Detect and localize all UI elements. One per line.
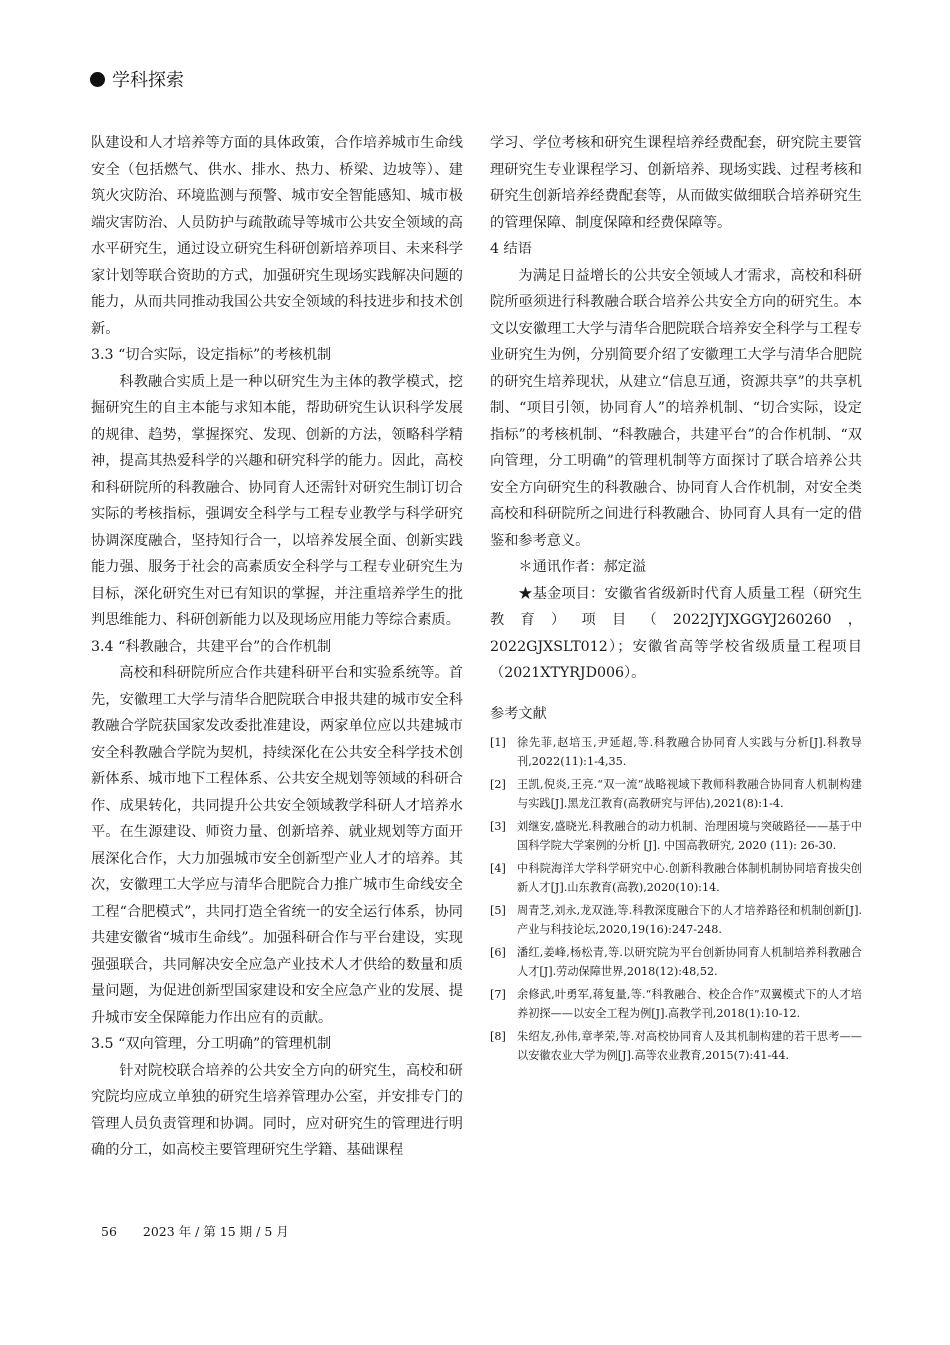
reference-number: [1]: [490, 735, 506, 749]
reference-text: 余修武,叶勇军,蒋复量,等.“科教融合、校企合作”双翼模式下的人才培养初探——以安全工程为例[J].高教学刊,2018(1):10-12.: [517, 987, 862, 1020]
reference-number: [8]: [490, 1029, 506, 1043]
paragraph-intro: 队建设和人才培养等方面的具体政策，合作培养城市生命线安全（包括燃气、供水、排水、热力、桥梁、边坡等）、建筑火灾防治、环境监测与预警、城市安全智能感知、城市极端灾害防治、人员防护与疏散疏导等城市公共安全领域的高水平研究生，通过设立研究生科研创新培养项目、未来科学家计划等联合资助的方式，加强研究生现场实践解决问题的能力，从而共同推动我国公共安全领域的科技进步和技术创新。: [91, 135, 463, 337]
reference-text: 刘继安,盛晓光.科教融合的动力机制、治理困境与突破路径——基于中国科学院大学案例的分析 [J]. 中国高教研究, 2020 (11): 26-30.: [517, 819, 862, 852]
page-number: 56: [101, 1224, 117, 1239]
fund-note: ★基金项目：安徽省省级新时代育人质量工程（研究生教育）项目（2022JYJXGGYJ260260，2022GJXSLT012）；安徽省高等学校省级质量工程项目（2021XTYRJD006）。: [490, 585, 862, 681]
heading-3-5: 3.5 “双向管理，分工明确”的管理机制: [91, 1036, 332, 1052]
reference-number: [7]: [490, 987, 506, 1001]
reference-number: [3]: [490, 819, 506, 833]
reference-item: [490, 943, 862, 982]
reference-number: [6]: [490, 945, 506, 959]
reference-text: 潘红,姜峰,杨松青,等.以研究院为平台创新协同育人机制培养科教融合人才[J].劳动保障世界,2018(12):48,52.: [517, 945, 862, 978]
heading-3-3: 3.3 “切合实际，设定指标”的考核机制: [91, 347, 332, 363]
paragraph-3-4: 高校和科研院所应合作共建科研平台和实验系统等。首先，安徽理工大学与清华合肥院联合申报共建的城市安全科教融合学院获国家发改委批准建设，两家单位应以共建城市安全科教融合学院为契机，持续深化在公共安全科学技术创新体系、城市地下工程体系、公共安全规划等领域的科研合作、成果转化，共同提升公共安全领域教学科研人才培养水平。在生源建设、师资力量、创新培养、就业规划等方面开展深化合作，大力加强城市安全创新型产业人才的培养。其次，安徽理工大学应与清华合肥院合力推广城市生命线安全工程“合肥模式”，共同打造全省统一的安全运行体系，协同共建安徽省“城市生命线”。加强科研合作与平台建设，实现强强联合，共同解决安全应急产业技术人才供给的数量和质量问题，为促进创新型国家建设和安全应急产业的发展、提升城市安全保障能力作出应有的贡献。: [91, 665, 463, 1026]
references-title: 参考文献: [490, 705, 547, 722]
reference-text: 朱绍友,孙伟,章孝荣,等.对高校协同育人及其机制构建的若干思考——以安徽农业大学为例[J].高等农业教育,2015(7):41-44.: [517, 1029, 862, 1062]
page-header: [90, 66, 184, 92]
reference-item: [490, 817, 862, 856]
corresponding-author: ＊通讯作者：郝定溢: [518, 559, 647, 575]
reference-item: [490, 1027, 862, 1066]
reference-text: 周青芝,刘永,龙双涟,等.科教深度融合下的人才培养路径和机制创新[J].产业与科技论坛,2020,19(16):247-248.: [517, 903, 862, 936]
reference-number: [2]: [490, 777, 506, 791]
reference-text: 徐先菲,赵培玉,尹延超,等.科教融合协同育人实践与分析[J].科教导刊,2022(11):1-4,35.: [517, 735, 862, 768]
bullet-dot-icon: [90, 72, 105, 87]
section-name: 学科探索: [112, 70, 184, 91]
reference-list: [490, 733, 862, 1066]
reference-text: 王凯,倪炎,王亮.“双一流”战略视域下教师科教融合协同育人机制构建与实践[J].黑龙江教育(高教研究与评估),2021(8):1-4.: [517, 777, 862, 810]
reference-item: [490, 775, 862, 814]
reference-item: [490, 733, 862, 772]
issue-info: 2023 年 / 第 15 期 / 5 月: [142, 1224, 289, 1239]
page-footer: [101, 1222, 289, 1240]
left-column: [91, 130, 463, 1164]
paragraph-3-3: 科教融合实质上是一种以研究生为主体的教学模式，挖掘研究生的自主本能与求知本能，帮助研究生认识科学发展的规律、趋势，掌握探究、发现、创新的方法，领略科学精神，提高其热爱科学的兴趣和研究科学的能力。因此，高校和科研院所的科教融合、协同育人还需针对研究生制订切合实际的考核指标，强调安全科学与工程专业教学与科学研究协调深度融合，坚持知行合一，以培养发展全面、创新实践能力强、服务于社会的高素质安全科学与工程专业研究生为目标，深化研究生对已有知识的掌握，并注重培养学生的批判思维能力、科研创新能力以及现场应用能力等综合素质。: [91, 373, 463, 628]
reference-number: [4]: [490, 861, 506, 875]
reference-text: 中科院海洋大学科学研究中心.创新科教融合体制机制协同培育拔尖创新人才[J].山东教育(高教),2020(10):14.: [517, 861, 862, 894]
paragraph-conclusion: 为满足日益增长的公共安全领域人才需求，高校和科研院所亟须进行科教融合联合培养公共安全方向的研究生。本文以安徽理工大学与清华合肥院联合培养安全科学与工程专业研究生为例，分别简要介绍了安徽理工大学与清华合肥院的研究生培养现状，从建立“信息互通，资源共享”的共享机制、“项目引领，协同育人”的培养机制、“切合实际，设定指标”的考核机制、“科教融合，共建平台”的合作机制、“双向管理，分工明确”的管理机制等方面探讨了联合培养公共安全方向研究生的科教融合、协同育人合作机制，对安全类高校和科研院所之间进行科教融合、协同育人具有一定的借鉴和参考意义。: [490, 267, 862, 549]
reference-item: [490, 985, 862, 1024]
right-column: [490, 130, 862, 1069]
heading-3-4: 3.4 “科教融合，共建平台”的合作机制: [91, 638, 332, 655]
paragraph-continued: 学习、学位考核和研究生课程培养经费配套，研究院主要管理研究生专业课程学习、创新培养、现场实践、过程考核和研究生创新培养经费配套等，从而做实做细联合培养研究生的管理保障、制度保障和经费保障等。: [490, 135, 862, 231]
heading-4-conclusion: 4 结语: [490, 241, 532, 257]
reference-item: [490, 901, 862, 940]
reference-number: [5]: [490, 903, 506, 917]
reference-item: [490, 859, 862, 898]
paragraph-3-5: 针对院校联合培养的公共安全方向的研究生，高校和研究院均应成立单独的研究生培养管理办公室，并安排专门的管理人员负责管理和协调。同时，应对研究生的管理进行明确的分工，如高校主要管理研究生学籍、基础课程: [91, 1062, 463, 1158]
